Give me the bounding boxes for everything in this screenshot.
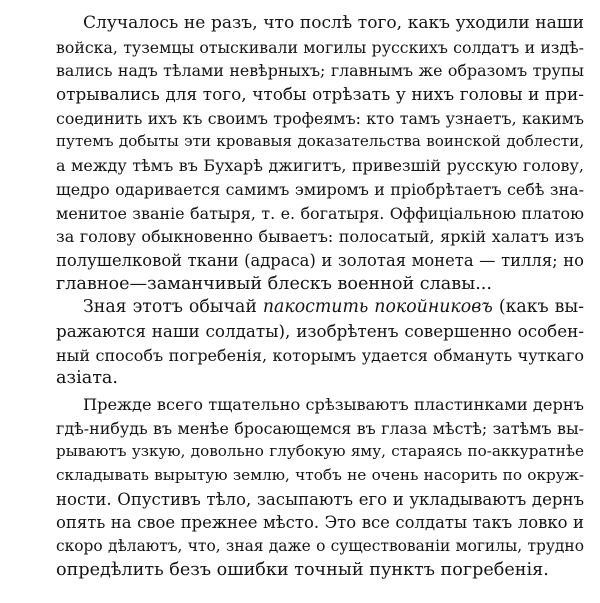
- text-line: ности. Опустивъ тѣло, засыпаютъ его и укладываютъ дернъ: [56, 489, 584, 509]
- text-line: главное—заманчивый блескъ военной славы...: [56, 273, 492, 294]
- text-segment: Зная этотъ обычай: [83, 297, 263, 318]
- text-line: полушелковой ткани (адраса) и золотая монета — тилля; но: [56, 250, 584, 270]
- text-line: вались надъ тѣлами невѣрныхъ; главнымъ же образомъ трупы: [56, 61, 584, 81]
- text-line: Прежде всего тщательно срѣзываютъ пластинками дернъ: [83, 395, 584, 414]
- text-line: отрывались для того, чтобы отрѣзать у нихъ головы и при-: [56, 84, 584, 105]
- text-line: Случалось не разъ, что послѣ того, какъ уходили наши: [83, 13, 584, 33]
- paragraph-3: [56, 393, 584, 583]
- paragraph-1: [56, 12, 584, 296]
- text-line: [56, 296, 584, 320]
- text-line: соединить ихъ къ своимъ трофеямъ: кто тамъ узнаетъ, какимъ: [56, 108, 584, 128]
- text-line: гдѣ-нибудь въ менѣе бросающемся въ глаза мѣстѣ; затѣмъ вы-: [56, 418, 584, 438]
- text-line: войска, туземцы отыскивали могилы русскихъ солдатъ и издѣ-: [56, 37, 584, 57]
- text-line: щедро одаривается самимъ эмиромъ и пріобрѣтаетъ себѣ зна-: [56, 179, 584, 199]
- text-line: складывать вырытую землю, чтобъ не очень насорить по окруж-: [56, 466, 584, 485]
- paragraph-2: [56, 296, 584, 391]
- text-line: азіата.: [56, 368, 119, 389]
- document-page: [56, 12, 584, 583]
- text-line: опять на свое прежнее мѣсто. Это все солдаты такъ ловко и: [56, 513, 584, 533]
- text-line: путемъ добыты эти кровавыя доказательства воинской доблести,: [56, 132, 584, 151]
- text-line: за голову обыкновенно бываетъ: полосатый, яркій халатъ изъ: [56, 227, 584, 247]
- text-line: менитое званіе батыря, т. е. богатыря. Оффиціальною платою: [56, 203, 584, 223]
- text-line: опредѣлить безъ ошибки точный пунктъ погребенія.: [56, 559, 549, 580]
- text-line: ный способъ погребенія, которымъ удается обмануть чуткаго: [56, 345, 584, 365]
- text-line: скоро дѣлаютъ, что, зная даже о существованіи могилы, трудно: [56, 537, 584, 556]
- text-segment: (какъ вы-: [492, 297, 584, 318]
- emphasized-text: пакостить покойниковъ: [262, 297, 493, 318]
- text-line: ражаются наши солдаты), изобрѣтенъ совершенно особен-: [56, 320, 584, 341]
- text-line: рываютъ узкую, довольно глубокую яму, стараясь по-аккуратнѣе: [56, 442, 584, 461]
- text-line: а между тѣмъ въ Бухарѣ джигитъ, привезшій русскую голову,: [56, 156, 584, 176]
